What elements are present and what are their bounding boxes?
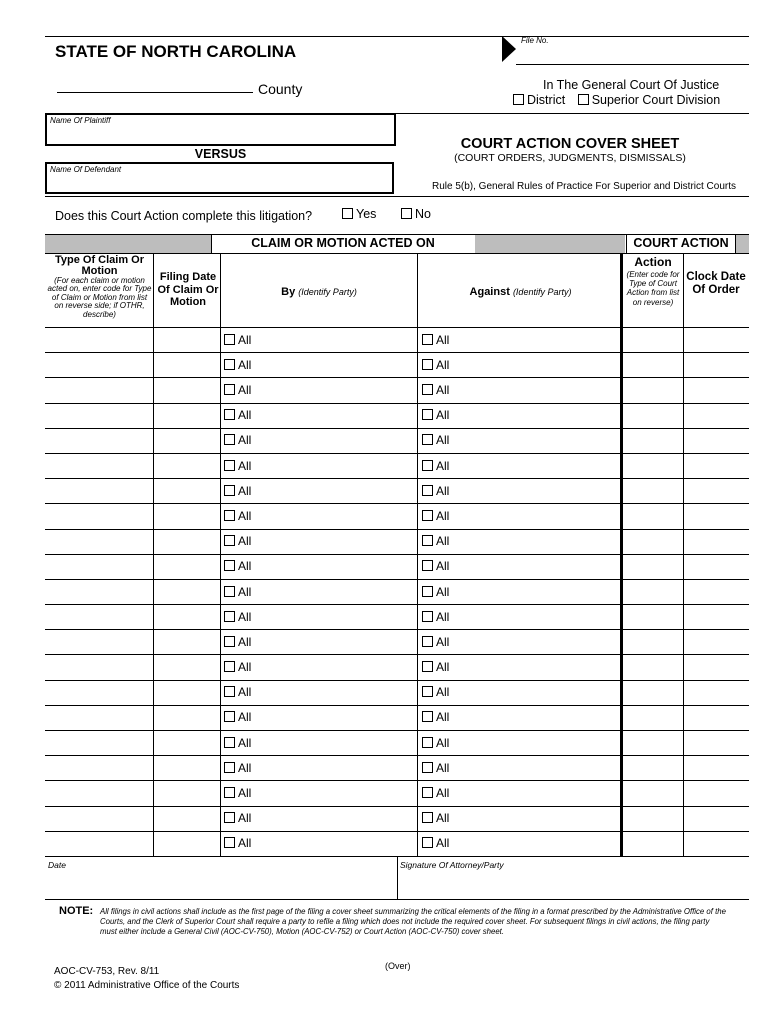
table-row [45, 604, 749, 629]
all-label: All [436, 660, 450, 674]
by-all-option [224, 408, 251, 422]
form-id: AOC-CV-753, Rev. 8/11 [54, 966, 160, 977]
by-all-option [224, 585, 251, 599]
by-all-option [224, 383, 251, 397]
by-all-checkbox[interactable] [224, 787, 235, 798]
all-label: All [238, 610, 252, 624]
against-all-option [422, 660, 449, 674]
form-title: COURT ACTION COVER SHEET [460, 136, 680, 152]
by-all-checkbox[interactable] [224, 611, 235, 622]
signature-divider [397, 856, 398, 899]
by-all-checkbox[interactable] [224, 762, 235, 773]
against-all-checkbox[interactable] [422, 535, 433, 546]
all-label: All [238, 786, 252, 800]
by-all-option [224, 685, 251, 699]
table-row [45, 705, 749, 730]
all-label: All [238, 408, 252, 422]
by-all-checkbox[interactable] [224, 737, 235, 748]
against-all-option [422, 685, 449, 699]
against-all-checkbox[interactable] [422, 560, 433, 571]
against-all-checkbox[interactable] [422, 460, 433, 471]
no-checkbox[interactable] [401, 208, 412, 219]
all-label: All [436, 685, 450, 699]
table-row [45, 780, 749, 805]
col-against-header [419, 286, 622, 298]
all-label: All [436, 534, 450, 548]
against-all-option [422, 509, 449, 523]
by-all-option [224, 484, 251, 498]
table-row [45, 806, 749, 831]
county-label: County [258, 81, 303, 97]
note-text: All filings in civil actions shall include as the first page of the filing a cover sheet summarizing the critical elements of the filing in a format prescribed by the Administrative Office of the Courts, and the Clerk of Superior Court shall require a party to refile a filing which does not include the required cover sheet. For subsequent filings in civil actions, the filing party must either include a General Civil (AOC-CV-750), Motion (AOC-CV-752) or Court Action (AOC-CV-750) cover sheet. [100, 907, 726, 937]
against-all-option [422, 559, 449, 573]
signature-bottom-rule [45, 899, 749, 900]
section-divider-3 [735, 234, 736, 253]
by-all-option [224, 333, 251, 347]
against-all-option [422, 710, 449, 724]
file-no-rule [516, 64, 749, 65]
by-all-checkbox[interactable] [224, 560, 235, 571]
all-label: All [436, 786, 450, 800]
all-label: All [436, 559, 450, 573]
against-all-option [422, 408, 449, 422]
gray-band-right [475, 234, 625, 253]
table-row [45, 529, 749, 554]
all-label: All [436, 433, 450, 447]
by-all-option [224, 660, 251, 674]
all-label: All [238, 585, 252, 599]
all-label: All [238, 459, 252, 473]
by-all-checkbox[interactable] [224, 837, 235, 848]
by-all-checkbox[interactable] [224, 661, 235, 672]
all-label: All [238, 333, 252, 347]
against-all-checkbox[interactable] [422, 510, 433, 521]
against-all-checkbox[interactable] [422, 485, 433, 496]
all-label: All [436, 761, 450, 775]
yes-checkbox[interactable] [342, 208, 353, 219]
court-of-justice: In The General Court Of Justice [543, 78, 720, 92]
col-by-note: (Identify Party) [298, 287, 357, 297]
signature-label: Signature Of Attorney/Party [400, 860, 504, 870]
by-all-option [224, 534, 251, 548]
by-all-checkbox[interactable] [224, 384, 235, 395]
by-all-checkbox[interactable] [224, 434, 235, 445]
against-all-checkbox[interactable] [422, 409, 433, 420]
table-row [45, 403, 749, 428]
by-all-checkbox[interactable] [224, 711, 235, 722]
against-all-option [422, 635, 449, 649]
by-all-option [224, 358, 251, 372]
top-rule [45, 36, 749, 37]
all-label: All [238, 836, 252, 850]
against-all-option [422, 786, 449, 800]
defendant-field[interactable] [45, 162, 394, 194]
by-all-checkbox[interactable] [224, 485, 235, 496]
by-all-checkbox[interactable] [224, 686, 235, 697]
all-label: All [238, 635, 252, 649]
claim-section-header: CLAIM OR MOTION ACTED ON [251, 236, 435, 250]
gray-band-left [45, 234, 211, 253]
table-row [45, 503, 749, 528]
by-all-option [224, 559, 251, 573]
versus-label: VERSUS [194, 147, 247, 161]
date-label: Date [48, 860, 66, 870]
against-all-checkbox[interactable] [422, 384, 433, 395]
section-bottom-rule [45, 253, 749, 254]
col-against-title: Against [469, 286, 510, 298]
action-section-header: COURT ACTION [633, 236, 729, 250]
by-all-checkbox[interactable] [224, 586, 235, 597]
col-action-header [624, 256, 682, 307]
all-label: All [436, 333, 450, 347]
all-label: All [436, 635, 450, 649]
by-all-checkbox[interactable] [224, 535, 235, 546]
all-label: All [436, 383, 450, 397]
table-row [45, 755, 749, 780]
against-all-option [422, 761, 449, 775]
note-label: NOTE: [59, 905, 94, 917]
by-all-option [224, 836, 251, 850]
all-label: All [238, 559, 252, 573]
col-type-header [47, 255, 152, 319]
all-label: All [238, 660, 252, 674]
col-filing-header: Filing Date Of Claim Or Motion [157, 271, 219, 309]
gray-band-end [736, 234, 749, 253]
against-all-option [422, 585, 449, 599]
table-row [45, 478, 749, 503]
col-action-title: Action [634, 255, 672, 269]
against-all-checkbox[interactable] [422, 686, 433, 697]
over-label: (Over) [385, 961, 411, 971]
all-label: All [238, 358, 252, 372]
against-all-checkbox[interactable] [422, 586, 433, 597]
yes-option [342, 207, 376, 221]
superior-label: Superior Court Division [591, 93, 721, 107]
by-all-checkbox[interactable] [224, 359, 235, 370]
against-all-checkbox[interactable] [422, 737, 433, 748]
all-label: All [436, 585, 450, 599]
by-all-option [224, 459, 251, 473]
table-row [45, 730, 749, 755]
against-all-checkbox[interactable] [422, 334, 433, 345]
table-row [45, 352, 749, 377]
all-label: All [238, 433, 252, 447]
section-top-rule [45, 234, 749, 235]
county-line[interactable] [57, 92, 253, 93]
no-option [401, 207, 431, 221]
against-all-option [422, 333, 449, 347]
col-clock-header: Clock Date Of Order [686, 271, 746, 297]
by-all-option [224, 610, 251, 624]
all-label: All [238, 685, 252, 699]
by-all-checkbox[interactable] [224, 636, 235, 647]
by-all-option [224, 509, 251, 523]
by-all-option [224, 736, 251, 750]
all-label: All [436, 610, 450, 624]
by-all-option [224, 635, 251, 649]
against-all-checkbox[interactable] [422, 661, 433, 672]
by-all-checkbox[interactable] [224, 409, 235, 420]
all-label: All [436, 358, 450, 372]
col-type-note: (For each claim or motion acted on, enter code for Type of Claim or Motion from list on reverse side; if OTHR, describe) [47, 276, 152, 319]
against-all-option [422, 534, 449, 548]
against-all-option [422, 811, 449, 825]
against-all-checkbox[interactable] [422, 762, 433, 773]
against-all-checkbox[interactable] [422, 434, 433, 445]
against-all-checkbox[interactable] [422, 837, 433, 848]
yes-label: Yes [356, 207, 377, 221]
against-all-checkbox[interactable] [422, 711, 433, 722]
col-type-title: Type Of Claim Or Motion [54, 254, 145, 277]
table-row [45, 654, 749, 679]
all-label: All [436, 484, 450, 498]
against-all-option [422, 836, 449, 850]
completion-question: Does this Court Action complete this litigation? [55, 209, 313, 223]
all-label: All [238, 710, 252, 724]
table-row [45, 629, 749, 654]
by-all-option [224, 433, 251, 447]
table-row [45, 680, 749, 705]
against-all-option [422, 610, 449, 624]
rule-text: Rule 5(b), General Rules of Practice For Superior and District Courts [432, 181, 737, 192]
all-label: All [436, 836, 450, 850]
table-row [45, 831, 749, 856]
table-row [45, 554, 749, 579]
all-label: All [436, 459, 450, 473]
all-label: All [238, 383, 252, 397]
section-divider-2 [626, 234, 627, 253]
all-label: All [238, 509, 252, 523]
by-all-checkbox[interactable] [224, 334, 235, 345]
form-subtitle: (COURT ORDERS, JUDGMENTS, DISMISSALS) [454, 152, 686, 164]
plaintiff-field[interactable] [45, 113, 396, 146]
table-row [45, 453, 749, 478]
table-row [45, 377, 749, 402]
col-action-note: (Enter code for Type of Court Action from list on reverse) [626, 270, 680, 307]
against-all-option [422, 433, 449, 447]
no-label: No [415, 207, 431, 221]
all-label: All [436, 811, 450, 825]
table-row [45, 327, 749, 352]
against-all-option [422, 383, 449, 397]
copyright: © 2011 Administrative Office of the Courts [54, 980, 240, 991]
col-by-title: By [281, 286, 296, 298]
col-by-header [222, 286, 416, 298]
against-all-option [422, 358, 449, 372]
against-all-option [422, 736, 449, 750]
all-label: All [238, 484, 252, 498]
table-row [45, 579, 749, 604]
against-all-option [422, 459, 449, 473]
table-row [45, 428, 749, 453]
all-label: All [238, 736, 252, 750]
by-all-option [224, 786, 251, 800]
against-all-checkbox[interactable] [422, 611, 433, 622]
by-all-option [224, 761, 251, 775]
district-checkbox[interactable] [513, 94, 524, 105]
file-no-label: File No. [521, 36, 549, 45]
division-options [513, 93, 720, 107]
all-label: All [436, 736, 450, 750]
all-label: All [436, 408, 450, 422]
against-all-checkbox[interactable] [422, 787, 433, 798]
by-all-checkbox[interactable] [224, 812, 235, 823]
against-all-checkbox[interactable] [422, 812, 433, 823]
plaintiff-label: Name Of Plaintiff [50, 116, 111, 125]
section-divider-1 [211, 234, 212, 253]
by-all-checkbox[interactable] [224, 510, 235, 521]
by-all-option [224, 710, 251, 724]
all-label: All [238, 534, 252, 548]
parties-divider [45, 196, 749, 197]
by-all-checkbox[interactable] [224, 460, 235, 471]
file-no-arrow-icon [502, 36, 516, 62]
against-all-checkbox[interactable] [422, 359, 433, 370]
all-label: All [436, 509, 450, 523]
col-against-note: (Identify Party) [512, 287, 572, 297]
all-label: All [238, 761, 252, 775]
district-label: District [527, 93, 566, 107]
superior-checkbox[interactable] [578, 94, 589, 105]
against-all-checkbox[interactable] [422, 636, 433, 647]
by-all-option [224, 811, 251, 825]
defendant-label: Name Of Defendant [50, 165, 122, 174]
state-title: STATE OF NORTH CAROLINA [55, 42, 297, 61]
against-all-option [422, 484, 449, 498]
all-label: All [238, 811, 252, 825]
all-label: All [436, 710, 450, 724]
